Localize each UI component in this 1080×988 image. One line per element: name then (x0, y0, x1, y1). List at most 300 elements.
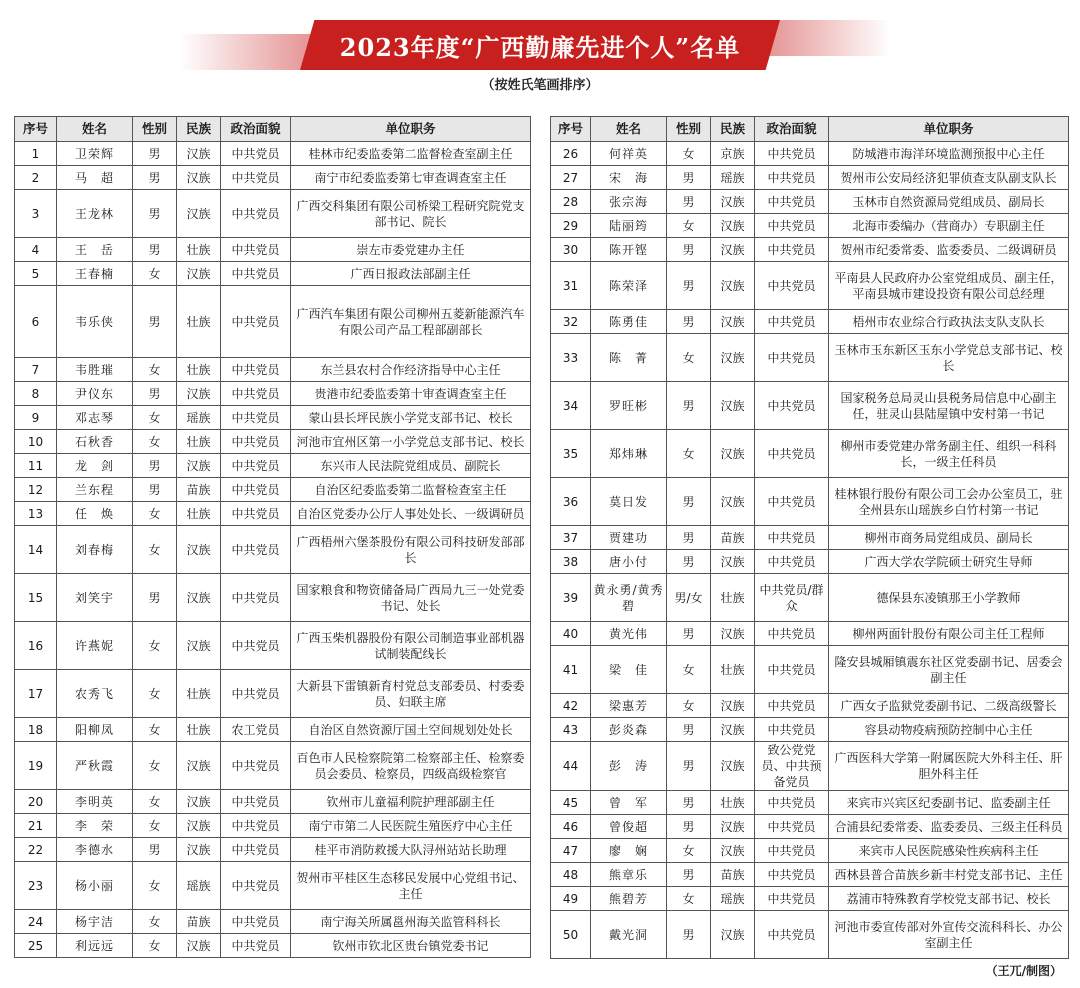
person-name: 王 岳 (57, 238, 133, 262)
roster-table-right (550, 116, 1069, 959)
ethnicity: 壮族 (177, 502, 221, 526)
unit-position: 广西医科大学第一附属医院大外科主任、肝胆外科主任 (829, 742, 1069, 791)
person-name: 王春楠 (57, 262, 133, 286)
unit-position: 钦州市儿童福利院护理部副主任 (291, 790, 531, 814)
person-name: 杨宇洁 (57, 910, 133, 934)
col-header-ethnicity: 民族 (711, 117, 755, 142)
gender: 女 (133, 814, 177, 838)
row-number: 35 (551, 430, 591, 478)
table-row (551, 214, 1069, 238)
gender: 男 (667, 815, 711, 839)
image-credit: （王兀/制图） (985, 964, 1062, 978)
political-status: 中共党员 (755, 214, 829, 238)
political-status: 中共党员 (755, 550, 829, 574)
table-row (15, 838, 531, 862)
col-header-no: 序号 (15, 117, 57, 142)
unit-position: 大新县下雷镇新育村党总支部委员、村委委员、妇联主席 (291, 670, 531, 718)
ethnicity: 汉族 (177, 622, 221, 670)
political-status: 中共党员 (755, 887, 829, 911)
political-status: 中共党员 (221, 574, 291, 622)
table-row (15, 742, 531, 790)
unit-position: 自治区纪委监委第二监督检查室主任 (291, 478, 531, 502)
person-name: 梁惠芳 (591, 694, 667, 718)
table-row (551, 839, 1069, 863)
gender: 女 (667, 839, 711, 863)
ethnicity: 汉族 (711, 694, 755, 718)
person-name: 李 荣 (57, 814, 133, 838)
political-status: 中共党员 (755, 190, 829, 214)
person-name: 卫荣辉 (57, 142, 133, 166)
ethnicity: 汉族 (177, 382, 221, 406)
gender: 女 (133, 790, 177, 814)
gender: 女 (667, 646, 711, 694)
ethnicity: 汉族 (711, 815, 755, 839)
row-number: 18 (15, 718, 57, 742)
person-name: 韦胜璀 (57, 358, 133, 382)
col-header-name: 姓名 (591, 117, 667, 142)
row-number: 40 (551, 622, 591, 646)
row-number: 12 (15, 478, 57, 502)
ethnicity: 苗族 (711, 863, 755, 887)
person-name: 龙 剑 (57, 454, 133, 478)
unit-position: 柳州市委党建办常务副主任、组织一科科长，一级主任科员 (829, 430, 1069, 478)
table-row (15, 406, 531, 430)
gender: 男 (667, 863, 711, 887)
table-row (551, 718, 1069, 742)
gender: 男 (133, 838, 177, 862)
person-name: 李德水 (57, 838, 133, 862)
table-row (551, 863, 1069, 887)
person-name: 廖 娴 (591, 839, 667, 863)
ethnicity: 汉族 (711, 334, 755, 382)
unit-position: 广西日报政法部副主任 (291, 262, 531, 286)
unit-position: 西林县普合苗族乡新丰村党支部书记、主任 (829, 863, 1069, 887)
page-subtitle: （按姓氏笔画排序） (481, 78, 599, 93)
unit-position: 广西梧州六堡茶股份有限公司科技研发部部长 (291, 526, 531, 574)
unit-position: 东兰县农村合作经济指导中心主任 (291, 358, 531, 382)
political-status: 中共党员 (755, 478, 829, 526)
ethnicity: 汉族 (711, 382, 755, 430)
person-name: 贾建功 (591, 526, 667, 550)
col-header-no: 序号 (551, 117, 591, 142)
unit-position: 贵港市纪委监委第十审查调查室主任 (291, 382, 531, 406)
political-status: 中共党员 (755, 238, 829, 262)
gender: 女 (133, 358, 177, 382)
political-status: 中共党员 (221, 238, 291, 262)
row-number: 19 (15, 742, 57, 790)
page-title: 2023年度“广西勤廉先进个人”名单 (339, 32, 741, 62)
row-number: 5 (15, 262, 57, 286)
row-number: 15 (15, 574, 57, 622)
unit-position: 隆安县城厢镇震东社区党委副书记、居委会副主任 (829, 646, 1069, 694)
table-row (551, 262, 1069, 310)
person-name: 黄永勇/黄秀碧 (591, 574, 667, 622)
political-status: 中共党员 (755, 646, 829, 694)
table-row (551, 742, 1069, 791)
ethnicity: 汉族 (177, 574, 221, 622)
political-status: 中共党员 (221, 454, 291, 478)
gender: 女 (667, 142, 711, 166)
table-row (15, 862, 531, 910)
person-name: 陈荣泽 (591, 262, 667, 310)
gender: 男 (667, 238, 711, 262)
row-number: 28 (551, 190, 591, 214)
table-row (551, 430, 1069, 478)
gender: 男 (133, 190, 177, 238)
row-number: 42 (551, 694, 591, 718)
political-status: 中共党员 (755, 262, 829, 310)
political-status: 中共党员 (755, 382, 829, 430)
ethnicity: 汉族 (177, 454, 221, 478)
gender: 男 (133, 166, 177, 190)
ethnicity: 壮族 (177, 718, 221, 742)
unit-position: 蒙山县长坪民族小学党支部书记、校长 (291, 406, 531, 430)
political-status: 中共党员 (221, 814, 291, 838)
person-name: 刘春梅 (57, 526, 133, 574)
unit-position: 自治区党委办公厅人事处处长、一级调研员 (291, 502, 531, 526)
ethnicity: 壮族 (177, 238, 221, 262)
row-number: 46 (551, 815, 591, 839)
political-status: 中共党员 (221, 430, 291, 454)
row-number: 47 (551, 839, 591, 863)
row-number: 23 (15, 862, 57, 910)
gender: 女 (133, 910, 177, 934)
ethnicity: 壮族 (711, 574, 755, 622)
table-row (15, 238, 531, 262)
person-name: 许燕妮 (57, 622, 133, 670)
table-row (15, 382, 531, 406)
ethnicity: 汉族 (177, 934, 221, 958)
gender: 女 (133, 526, 177, 574)
col-header-gender: 性别 (667, 117, 711, 142)
table-row (551, 526, 1069, 550)
gender: 男 (133, 142, 177, 166)
row-number: 29 (551, 214, 591, 238)
political-status: 致公党党员、中共预备党员 (755, 742, 829, 791)
gender: 男 (667, 526, 711, 550)
gender: 女 (133, 502, 177, 526)
table-row (15, 358, 531, 382)
unit-position: 广西女子监狱党委副书记、二级高级警长 (829, 694, 1069, 718)
table-row (551, 238, 1069, 262)
row-number: 36 (551, 478, 591, 526)
table-row (15, 718, 531, 742)
col-header-job: 单位职务 (829, 117, 1069, 142)
gender: 女 (133, 718, 177, 742)
gender: 女 (133, 934, 177, 958)
col-header-gender: 性别 (133, 117, 177, 142)
table-row (15, 286, 531, 358)
person-name: 马 超 (57, 166, 133, 190)
unit-position: 钦州市钦北区贵台镇党委书记 (291, 934, 531, 958)
political-status: 中共党员 (221, 838, 291, 862)
ethnicity: 汉族 (177, 790, 221, 814)
table-row (15, 910, 531, 934)
gender: 男 (133, 454, 177, 478)
col-header-name: 姓名 (57, 117, 133, 142)
row-number: 30 (551, 238, 591, 262)
ethnicity: 汉族 (177, 262, 221, 286)
unit-position: 平南县人民政府办公室党组成员、副主任，平南县城市建设投资有限公司总经理 (829, 262, 1069, 310)
person-name: 李明英 (57, 790, 133, 814)
ethnicity: 汉族 (177, 838, 221, 862)
political-status: 中共党员 (221, 862, 291, 910)
row-number: 17 (15, 670, 57, 718)
table-row (551, 310, 1069, 334)
unit-position: 桂平市消防救援大队浔州站站长助理 (291, 838, 531, 862)
person-name: 彭炎森 (591, 718, 667, 742)
table-row (551, 166, 1069, 190)
ethnicity: 苗族 (711, 526, 755, 550)
table-row (15, 190, 531, 238)
row-number: 26 (551, 142, 591, 166)
gender: 女 (133, 862, 177, 910)
unit-position: 桂林市纪委监委第二监督检查室副主任 (291, 142, 531, 166)
ethnicity: 壮族 (177, 286, 221, 358)
gender: 男 (667, 911, 711, 959)
col-header-ethnicity: 民族 (177, 117, 221, 142)
row-number: 41 (551, 646, 591, 694)
unit-position: 广西交科集团有限公司桥梁工程研究院党支部书记、院长 (291, 190, 531, 238)
row-number: 33 (551, 334, 591, 382)
title-banner (300, 20, 780, 70)
political-status: 中共党员 (221, 406, 291, 430)
gender: 女 (667, 694, 711, 718)
unit-position: 梧州市农业综合行政执法支队支队长 (829, 310, 1069, 334)
row-number: 21 (15, 814, 57, 838)
table-row (15, 430, 531, 454)
gender: 女 (133, 622, 177, 670)
political-status: 中共党员 (221, 190, 291, 238)
unit-position: 荔浦市特殊教育学校党支部书记、校长 (829, 887, 1069, 911)
table-row (15, 262, 531, 286)
table-row (551, 574, 1069, 622)
gender: 男 (667, 622, 711, 646)
political-status: 中共党员 (755, 815, 829, 839)
ethnicity: 苗族 (177, 910, 221, 934)
political-status: 中共党员 (221, 166, 291, 190)
table-row (15, 142, 531, 166)
gender: 男 (667, 382, 711, 430)
person-name: 阳柳凤 (57, 718, 133, 742)
row-number: 25 (15, 934, 57, 958)
unit-position: 贺州市纪委常委、监委委员、二级调研员 (829, 238, 1069, 262)
gender: 男 (133, 382, 177, 406)
gender: 男 (667, 166, 711, 190)
political-status: 中共党员 (221, 478, 291, 502)
unit-position: 桂林银行股份有限公司工会办公室员工，驻全州县东山瑶族乡白竹村第一书记 (829, 478, 1069, 526)
table-row (15, 502, 531, 526)
col-header-politics: 政治面貌 (755, 117, 829, 142)
gender: 女 (667, 887, 711, 911)
gender: 男 (133, 574, 177, 622)
ethnicity: 京族 (711, 142, 755, 166)
political-status: 中共党员 (221, 286, 291, 358)
person-name: 陈开铿 (591, 238, 667, 262)
ethnicity: 壮族 (177, 430, 221, 454)
political-status: 中共党员 (755, 839, 829, 863)
unit-position: 广西汽车集团有限公司柳州五菱新能源汽车有限公司产品工程部副部长 (291, 286, 531, 358)
ethnicity: 瑶族 (711, 887, 755, 911)
person-name: 石秋香 (57, 430, 133, 454)
person-name: 农秀飞 (57, 670, 133, 718)
gender: 女 (133, 262, 177, 286)
unit-position: 南宁海关所属邕州海关监管科科长 (291, 910, 531, 934)
col-header-job: 单位职务 (291, 117, 531, 142)
ethnicity: 汉族 (711, 214, 755, 238)
unit-position: 广西玉柴机器股份有限公司制造事业部机器试制装配线长 (291, 622, 531, 670)
gender: 女 (133, 670, 177, 718)
table-row (15, 814, 531, 838)
person-name: 梁 佳 (591, 646, 667, 694)
unit-position: 河池市委宣传部对外宣传交流科科长、办公室副主任 (829, 911, 1069, 959)
political-status: 中共党员 (755, 142, 829, 166)
political-status: 中共党员 (221, 742, 291, 790)
political-status: 中共党员 (221, 262, 291, 286)
political-status: 中共党员 (221, 622, 291, 670)
political-status: 中共党员 (755, 694, 829, 718)
table-row (551, 334, 1069, 382)
gender: 女 (667, 334, 711, 382)
political-status: 中共党员 (755, 718, 829, 742)
row-number: 4 (15, 238, 57, 262)
ethnicity: 瑶族 (177, 406, 221, 430)
unit-position: 容县动物疫病预防控制中心主任 (829, 718, 1069, 742)
political-status: 中共党员 (755, 911, 829, 959)
row-number: 44 (551, 742, 591, 791)
unit-position: 国家税务总局灵山县税务局信息中心副主任，驻灵山县陆屋镇中安村第一书记 (829, 382, 1069, 430)
ethnicity: 汉族 (711, 478, 755, 526)
person-name: 利远远 (57, 934, 133, 958)
gender: 女 (667, 430, 711, 478)
row-number: 2 (15, 166, 57, 190)
unit-position: 合浦县纪委常委、监委委员、三级主任科员 (829, 815, 1069, 839)
row-number: 37 (551, 526, 591, 550)
table-row (15, 166, 531, 190)
person-name: 莫日发 (591, 478, 667, 526)
unit-position: 东兴市人民法院党组成员、副院长 (291, 454, 531, 478)
political-status: 中共党员 (755, 863, 829, 887)
person-name: 刘笑宇 (57, 574, 133, 622)
table-header-row (15, 117, 531, 142)
gender: 女 (133, 406, 177, 430)
political-status: 中共党员 (221, 934, 291, 958)
person-name: 唐小付 (591, 550, 667, 574)
unit-position: 广西大学农学院硕士研究生导师 (829, 550, 1069, 574)
table-row (551, 911, 1069, 959)
table-row (551, 382, 1069, 430)
political-status: 中共党员 (221, 526, 291, 574)
person-name: 任 焕 (57, 502, 133, 526)
ethnicity: 壮族 (177, 358, 221, 382)
table-row (551, 550, 1069, 574)
ethnicity: 汉族 (177, 142, 221, 166)
row-number: 9 (15, 406, 57, 430)
row-number: 8 (15, 382, 57, 406)
gender: 男 (133, 286, 177, 358)
person-name: 罗旺彬 (591, 382, 667, 430)
gender: 男 (133, 238, 177, 262)
political-status: 中共党员 (755, 791, 829, 815)
row-number: 49 (551, 887, 591, 911)
unit-position: 玉林市玉东新区玉东小学党总支部书记、校长 (829, 334, 1069, 382)
ethnicity: 汉族 (711, 310, 755, 334)
ethnicity: 壮族 (711, 791, 755, 815)
person-name: 张宗海 (591, 190, 667, 214)
row-number: 27 (551, 166, 591, 190)
political-status: 中共党员 (755, 526, 829, 550)
row-number: 24 (15, 910, 57, 934)
ethnicity: 汉族 (177, 190, 221, 238)
table-row (551, 791, 1069, 815)
political-status: 中共党员 (221, 502, 291, 526)
unit-position: 崇左市委党建办主任 (291, 238, 531, 262)
row-number: 45 (551, 791, 591, 815)
person-name: 韦乐侠 (57, 286, 133, 358)
political-status: 中共党员 (755, 310, 829, 334)
political-status: 中共党员 (755, 622, 829, 646)
unit-position: 百色市人民检察院第二检察部主任、检察委员会委员、检察员，四级高级检察官 (291, 742, 531, 790)
political-status: 中共党员 (221, 670, 291, 718)
roster-table-left (14, 116, 531, 958)
row-number: 20 (15, 790, 57, 814)
table-row (551, 887, 1069, 911)
table-row (15, 478, 531, 502)
ethnicity: 汉族 (711, 550, 755, 574)
political-status: 中共党员 (221, 142, 291, 166)
gender: 男 (667, 262, 711, 310)
political-status: 中共党员 (755, 334, 829, 382)
unit-position: 柳州两面针股份有限公司主任工程师 (829, 622, 1069, 646)
gender: 男 (667, 190, 711, 214)
unit-position: 柳州市商务局党组成员、副局长 (829, 526, 1069, 550)
table-row (15, 670, 531, 718)
row-number: 38 (551, 550, 591, 574)
political-status: 中共党员 (755, 430, 829, 478)
ethnicity: 汉族 (711, 262, 755, 310)
row-number: 13 (15, 502, 57, 526)
row-number: 10 (15, 430, 57, 454)
ethnicity: 壮族 (177, 670, 221, 718)
unit-position: 南宁市纪委监委第七审查调查室主任 (291, 166, 531, 190)
person-name: 陆丽筠 (591, 214, 667, 238)
person-name: 邓志琴 (57, 406, 133, 430)
unit-position: 玉林市自然资源局党组成员、副局长 (829, 190, 1069, 214)
row-number: 32 (551, 310, 591, 334)
unit-position: 贺州市公安局经济犯罪侦查支队副支队长 (829, 166, 1069, 190)
political-status: 中共党员 (221, 358, 291, 382)
unit-position: 德保县东凌镇那王小学教师 (829, 574, 1069, 622)
gender: 男 (667, 742, 711, 791)
person-name: 黄光伟 (591, 622, 667, 646)
ethnicity: 汉族 (177, 814, 221, 838)
ethnicity: 汉族 (711, 238, 755, 262)
gender: 男 (667, 718, 711, 742)
table-row (551, 142, 1069, 166)
person-name: 兰东程 (57, 478, 133, 502)
row-number: 39 (551, 574, 591, 622)
table-row (15, 622, 531, 670)
table-row (15, 790, 531, 814)
row-number: 7 (15, 358, 57, 382)
gender: 男 (667, 310, 711, 334)
ethnicity: 汉族 (711, 742, 755, 791)
row-number: 34 (551, 382, 591, 430)
row-number: 50 (551, 911, 591, 959)
ethnicity: 瑶族 (177, 862, 221, 910)
person-name: 严秋霞 (57, 742, 133, 790)
row-number: 1 (15, 142, 57, 166)
